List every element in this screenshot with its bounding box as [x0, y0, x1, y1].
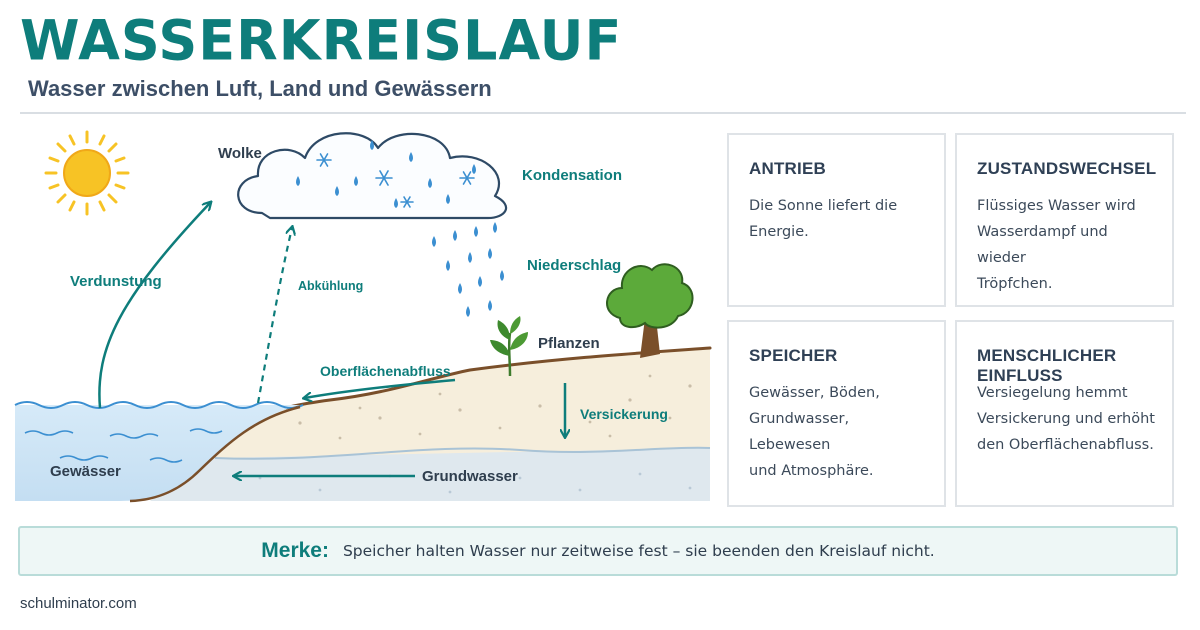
- card-zustandswechsel: [955, 133, 1174, 307]
- water-cycle-diagram: [0, 118, 720, 518]
- card-line: den Oberflächenabfluss.: [977, 437, 1154, 453]
- rain-icon: [432, 222, 504, 317]
- page-subtitle: Wasser zwischen Luft, Land und Gewässern: [28, 76, 492, 101]
- source-footer: schulminator.com: [20, 595, 137, 612]
- card-line: Tröpfchen.: [977, 276, 1053, 292]
- card-line: Flüssiges Wasser wird: [977, 198, 1136, 214]
- card-antrieb: [727, 133, 946, 307]
- label-pflanzen: Pflanzen: [538, 335, 600, 352]
- sun-icon: [46, 132, 128, 214]
- cooling-arrow: [258, 228, 292, 403]
- card-line: und Atmosphäre.: [749, 463, 874, 479]
- card-title: ANTRIEB: [749, 159, 826, 178]
- card-title: MENSCHLICHER EINFLUSS: [977, 346, 1117, 385]
- label-grundwasser: Grundwasser: [422, 468, 518, 485]
- card-speicher: [727, 320, 946, 507]
- merke-box: [18, 526, 1178, 576]
- card-body: [749, 193, 932, 245]
- evaporation-arrow: [99, 203, 210, 408]
- merke-label: Merke:: [261, 539, 329, 562]
- card-line: Gewässer, Böden,: [749, 385, 880, 401]
- label-gewaesser: Gewässer: [50, 463, 121, 480]
- card-line: Wasserdampf und wieder: [977, 224, 1108, 266]
- card-title: ZUSTANDSWECHSEL: [977, 159, 1157, 178]
- label-versickerung: Versickerung: [580, 406, 668, 422]
- title-divider: [20, 112, 1186, 114]
- page-title: WASSERKREISLAUF: [20, 8, 623, 73]
- card-body: [977, 380, 1160, 458]
- card-line: Versickerung und erhöht: [977, 411, 1155, 427]
- label-abkuehlung: Abkühlung: [298, 279, 364, 293]
- label-oberflaechenabfluss: Oberflächenabfluss: [320, 363, 451, 379]
- card-menschlicher-einfluss: [955, 320, 1174, 507]
- card-title: SPEICHER: [749, 346, 838, 365]
- card-line: Versiegelung hemmt: [977, 385, 1128, 401]
- card-line: Energie.: [749, 224, 809, 240]
- label-niederschlag: Niederschlag: [527, 257, 622, 274]
- card-line: Grundwasser, Lebewesen: [749, 411, 850, 453]
- card-body: [749, 380, 932, 484]
- tree-icon: [607, 264, 693, 358]
- label-verdunstung: Verdunstung: [70, 273, 162, 290]
- label-kondensation: Kondensation: [522, 167, 622, 184]
- merke-text: Speicher halten Wasser nur zeitweise fest – sie beenden den Kreislauf nicht.: [342, 542, 935, 560]
- card-line: Die Sonne liefert die: [749, 198, 898, 214]
- card-body: [977, 193, 1160, 297]
- cloud-icon: [238, 133, 506, 218]
- label-wolke: Wolke: [218, 145, 262, 162]
